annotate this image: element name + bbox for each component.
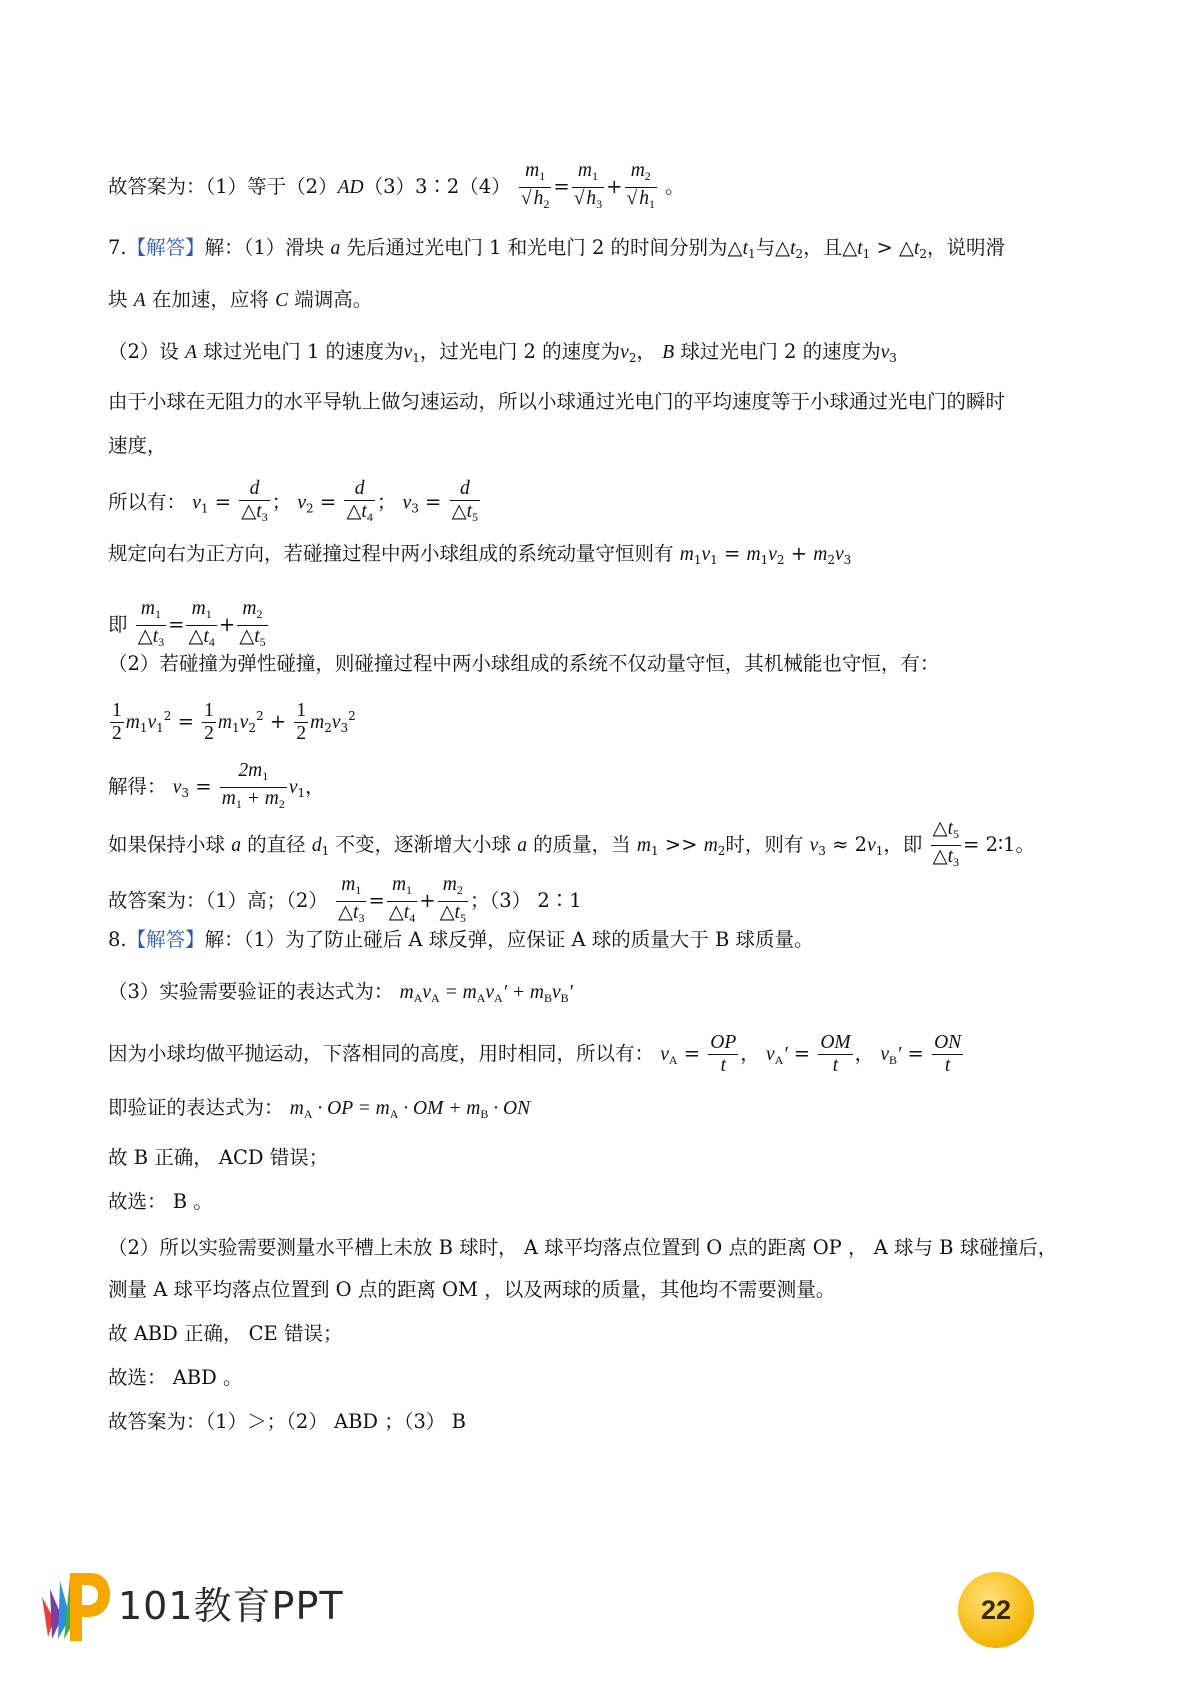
q7-line-12: 如果保持小球 a 的直径 $d_1$ 不变，逐渐增大小球 a 的质量，当 $m_1 >> m_2$时，则有 $v_3 \approx 2v_1$，即 $\frac{\triangle t_5}{\triangle t_3}$ = 2∶1。 bbox=[108, 818, 1035, 869]
q7-line-2: 块 A 在加速，应将 C 端调高。 bbox=[108, 288, 373, 311]
q8-line-6: 故选： B 。 bbox=[108, 1190, 213, 1213]
q8-line-2: （3）实验需要验证的表达式为： $m_Av_A = m_Av_A' + m_Bv_B'$ bbox=[108, 980, 573, 1005]
q8-line-11: 故答案为：（1）＞；（2） ABD ；（3） B bbox=[108, 1410, 466, 1433]
q7-line-11: 解得： $v_3$ = $\frac{2m_1}{m_1 + m_2}$ $v_1$， bbox=[108, 760, 325, 811]
answer-line-6: 故答案为：（1）等于（2）AD（3）3∶2（4） $\frac{m_1}{√ h_2}$ = $\frac{m_1}{√ h_3}$ + $\frac{m_2}{√ h_1}$ 。 bbox=[108, 160, 685, 211]
brand-logo-icon bbox=[40, 1567, 114, 1643]
q8-line-5: 故 B 正确， ACD 错误； bbox=[108, 1146, 329, 1169]
q8-line-3: 因为小球均做平抛运动，下落相同的高度，用时相同，所以有： $v_A$ = $\frac{OP}{t}$ ， $v_A'$ = $\frac{OM}{t}$ ， $v_B'$ = $\frac{ON}{t}$ bbox=[108, 1032, 962, 1076]
q8-line-4: 即验证的表达式为： $m_A$ · OP = $m_A$ · OM + $m_B$ · ON bbox=[108, 1096, 531, 1121]
q7-line-7: 规定向右为正方向，若碰撞过程中两小球组成的系统动量守恒则有 $m_1v_1 = m_1v_2 + m_2v_3$ bbox=[108, 542, 852, 567]
page-number: 22 bbox=[958, 1572, 1034, 1648]
q7-line-8: 即 $\frac{m_1}{\triangle t_3}$ = $\frac{m_1}{\triangle t_4}$ + $\frac{m_2}{\triangle t_5}$ bbox=[108, 598, 266, 649]
q7-line-6: 所以有： $v_1$ = $\frac{d}{\triangle t_3}$ ； $v_2$ = $\frac{d}{\triangle t_4}$ ； $v_3$ = $\frac{d}{\triangle t_5}$ bbox=[108, 478, 479, 524]
q7-line-4: 由于小球在无阻力的水平导轨上做匀速运动，所以小球通过光电门的平均速度等于小球通过光电门的瞬时 bbox=[108, 390, 1006, 413]
q7-line-5: 速度， bbox=[108, 434, 167, 457]
q7-line-1: 7.【解答】解：（1）滑块 a 先后通过光电门 1 和光电门 2 的时间分别为$\triangle t_1$与$\triangle t_2$，且$\triangle t_1$ > $\triangle t_2$，说明滑 bbox=[108, 236, 1006, 261]
q7-line-10: $\frac{1}{2}$ $m_1v_1^2$ = $\frac{1}{2}$ $m_1v_2^2$ + $\frac{1}{2}$ $m_2v_3^2$ bbox=[112, 700, 356, 744]
q8-line-8: 测量 A 球平均落点位置到 O 点的距离 OM ，以及两球的质量，其他均不需要测量。 bbox=[108, 1278, 836, 1301]
q8-line-7: （2）所以实验需要测量水平槽上未放 B 球时， A 球平均落点位置到 O 点的距离 OP ， A 球与 B 球碰撞后， bbox=[108, 1236, 1058, 1259]
q7-answer: 故答案为：（1）高；（2） $\frac{m_1}{\triangle t_3}$ = $\frac{m_1}{\triangle t_4}$ + $\frac{m_2}{\triangle t_5}$ ；（3） 2∶1 bbox=[108, 874, 582, 925]
q8-line-10: 故选： ABD 。 bbox=[108, 1366, 243, 1389]
q7-line-9: （2）若碰撞为弹性碰撞，则碰撞过程中两小球组成的系统不仅动量守恒，其机械能也守恒，有： bbox=[108, 652, 940, 675]
q8-line-9: 故 ABD 正确， CE 错误； bbox=[108, 1322, 343, 1345]
brand-name: 101教育PPT bbox=[118, 1584, 344, 1628]
q7-line-3: （2）设 A 球过光电门 1 的速度为$v_1$，过光电门 2 的速度为$v_2$， B 球过光电门 2 的速度为$v_3$ bbox=[108, 340, 897, 365]
q8-line-1: 8.【解答】解：（1）为了防止碰后 A 球反弹，应保证 A 球的质量大于 B 球质量。 bbox=[108, 928, 814, 951]
